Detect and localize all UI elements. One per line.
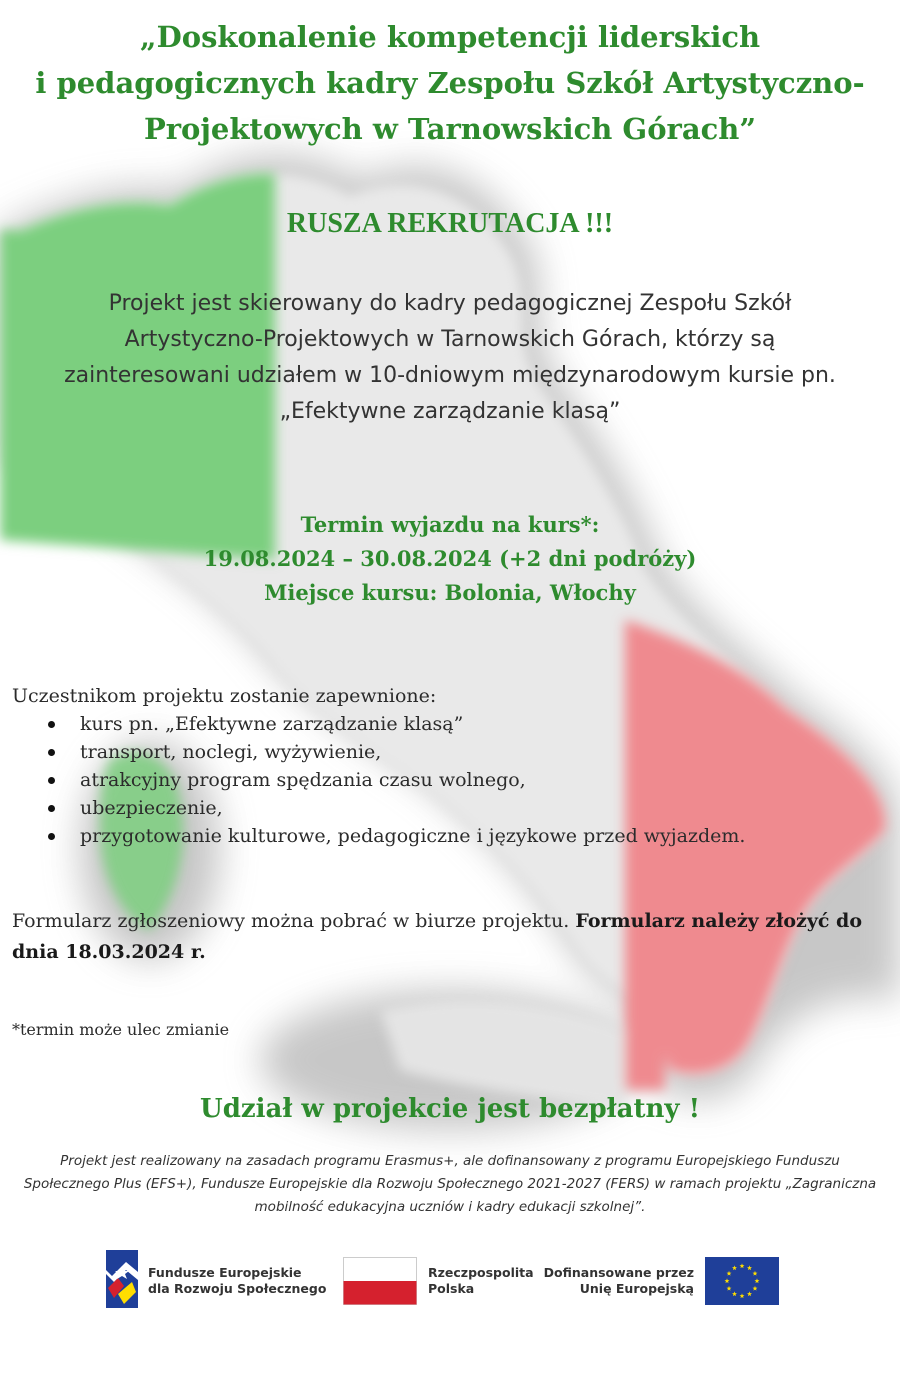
polish-flag-icon [343,1257,417,1305]
form-text: Formularz zgłoszeniowy można pobrać w biurze projektu. [12,910,576,932]
benefit-text: atrakcyjny program spędzania czasu wolnego, [80,769,526,791]
fundusze-europejskie-logo [104,1248,140,1310]
recruitment-heading: RUSZA REKRUTACJA !!! [286,208,614,239]
application-form-info [12,906,892,968]
course-place: Miejsce kursu: Bolonia, Włochy [264,580,636,605]
eu-logo-line-2: Unię Europejską [579,1281,694,1296]
bullet-icon [48,749,55,756]
fe-logo-line-2: dla Rozwoju Społecznego [148,1281,327,1296]
benefit-text: kurs pn. „Efektywne zarządzanie klasą” [80,713,464,735]
rp-logo-text [428,1265,534,1297]
free-participation-heading: Udział w projekcie jest bezpłatny ! [200,1094,700,1124]
funding-line-3: mobilność edukacyjna uczniów i kadry edukacji szkolnej”. [254,1199,646,1215]
benefits-list [12,710,882,850]
bullet-icon [48,777,55,784]
rp-logo-line-2: Polska [428,1281,475,1296]
course-term [0,508,900,610]
benefit-item [12,822,882,850]
intro-line-2: Artystyczno-Projektowych w Tarnowskich Górach, którzy są [124,327,776,352]
eu-flag-icon [705,1257,779,1305]
title-line-3: Projektowych w Tarnowskich Górach” [143,112,757,146]
benefit-item [12,794,882,822]
benefit-text: transport, noclegi, wyżywienie, [80,741,382,763]
benefit-text: ubezpieczenie, [80,797,223,819]
fe-logo-line-1: Fundusze Europejskie [148,1265,302,1280]
benefit-item [12,710,882,738]
benefits-section [12,682,882,850]
bullet-icon [48,721,55,728]
intro-line-3: zainteresowani udziałem w 10-dniowym międzynarodowym kursie pn. [64,363,836,388]
funding-line-2: Społecznego Plus (EFS+), Fundusze Europejskie dla Rozwoju Społecznego 2021-2027 (FERS) w ramach projektu „Zagraniczna [23,1176,877,1192]
benefits-intro: Uczestnikom projektu zostanie zapewnione: [12,685,437,707]
form-deadline: Formularz należy złożyć do dnia 18.03.2024 r. [12,910,863,963]
rp-logo-line-1: Rzeczpospolita [428,1265,534,1280]
term-note: *termin może ulec zmianie [12,1020,230,1039]
benefit-text: przygotowanie kulturowe, pedagogiczne i językowe przed wyjazdem. [80,825,746,847]
funding-info [10,1150,890,1219]
eu-logo-text [540,1265,694,1297]
term-dates: 19.08.2024 – 30.08.2024 (+2 dni podróży) [203,546,697,571]
intro-line-1: Projekt jest skierowany do kadry pedagogicznej Zespołu Szkół [108,291,792,316]
funding-line-1: Projekt jest realizowany na zasadach programu Erasmus+, ale dofinansowany z programu Europejskiego Funduszu [60,1153,840,1169]
bullet-icon [48,833,55,840]
title-line-1: „Doskonalenie kompetencji liderskich [139,20,761,54]
document-title [20,14,880,152]
project-intro [30,286,870,430]
eu-logo-line-1: Dofinansowane przez [543,1265,694,1280]
fe-logo-text [148,1265,326,1297]
intro-line-4: „Efektywne zarządzanie klasą” [279,399,621,424]
benefit-item [12,766,882,794]
term-label: Termin wyjazdu na kurs*: [300,512,600,537]
benefit-item [12,738,882,766]
bullet-icon [48,805,55,812]
title-line-2: i pedagogicznych kadry Zespołu Szkół Artystyczno- [35,66,865,100]
logo-bar [0,1246,900,1316]
